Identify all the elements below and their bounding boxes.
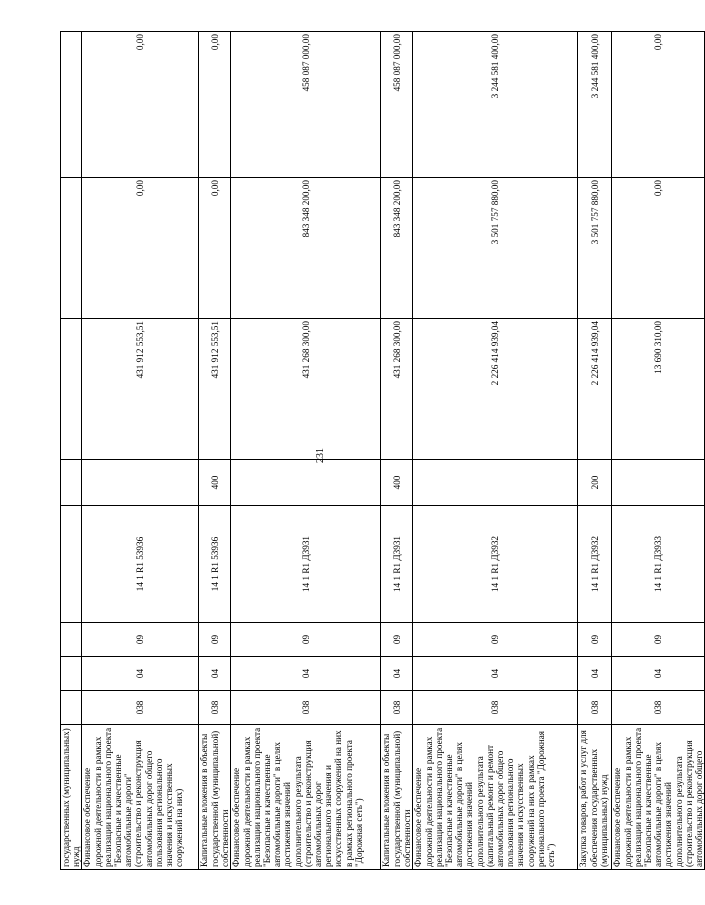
sum-year-2: 0,00 <box>199 178 231 319</box>
sum-year-2 <box>61 178 82 319</box>
grbs-code: 038 <box>413 691 578 725</box>
sum-year-3: 3 244 581 400,00 <box>413 32 578 178</box>
row-name: Закупка товаров, работ и услуг для обеспечения государственных (муниципальных) нужд <box>578 725 612 870</box>
table-row <box>61 32 82 870</box>
sum-year-2: 0,00 <box>82 178 199 319</box>
row-name: Финансовое обеспечение дорожной деятельности в рамках реализации национального проекта "Безопасные и качественные автомобильные дороги" (строительство и реконструкция автомобильных дорог общего пользования регионального значения и искусственных сооружений на них) <box>82 725 199 870</box>
subsection-code: 09 <box>578 623 612 657</box>
sum-year-2: 843 348 200,00 <box>231 178 381 319</box>
table-row <box>612 32 705 870</box>
grbs-code <box>61 691 82 725</box>
sum-year-2: 3 501 757 880,00 <box>578 178 612 319</box>
table-row <box>413 32 578 870</box>
sum-year-3 <box>61 32 82 178</box>
sum-year-1 <box>61 319 82 460</box>
expense-type-code: 400 <box>199 460 231 506</box>
sum-year-3: 458 087 000,00 <box>231 32 381 178</box>
table-row <box>231 32 381 870</box>
target-article-code: 14 1 R1 Д3933 <box>612 506 705 623</box>
grbs-code: 038 <box>231 691 381 725</box>
sum-year-1: 431 268 300,00 <box>381 319 413 460</box>
sum-year-1: 2 226 414 939,04 <box>578 319 612 460</box>
row-name: Финансовое обеспечение дорожной деятельности в рамках реализации национального проекта "Безопасные и качественные автомобильные дороги" в целях достижения значений дополнительного результата (строительство и реконструкция автомобильных дорог регионального значения и искусственных сооружений на них в рамках регионального проекта "Дорожная сеть") <box>231 725 381 870</box>
table-row <box>82 32 199 870</box>
row-name: Капитальные вложения в объекты государственной (муниципальной) собственности <box>381 725 413 870</box>
target-article-code: 14 1 R1 Д3932 <box>413 506 578 623</box>
subsection-code: 09 <box>381 623 413 657</box>
expense-type-code <box>612 460 705 506</box>
expense-type-code: 400 <box>381 460 413 506</box>
expense-type-code <box>413 460 578 506</box>
table-row <box>199 32 231 870</box>
rotated-page-area <box>60 32 705 870</box>
subsection-code <box>61 623 82 657</box>
target-article-code: 14 1 R1 53936 <box>199 506 231 623</box>
subsection-code: 09 <box>231 623 381 657</box>
section-code: 04 <box>413 657 578 691</box>
expense-type-code: 200 <box>578 460 612 506</box>
target-article-code <box>61 506 82 623</box>
row-name: Финансовое обеспечение дорожной деятельности в рамках реализации национального проекта "Безопасные и качественные автомобильные дороги" в целях достижения значений дополнительного результата (строительство и реконструкция автомобильных дорог общего <box>612 725 705 870</box>
expense-type-code <box>231 460 381 506</box>
sum-year-1: 13 690 310,00 <box>612 319 705 460</box>
row-name: Финансовое обеспечение дорожной деятельности в рамках реализации национального проекта "Безопасные и качественные автомобильные дороги" в целях достижения значений дополнительного результата (капитальный ремонт и ремонт автомобильных дорог общего пользования регионального значения и искусственных сооружений на них в рамках регионального проекта "Дорожная сеть") <box>413 725 578 870</box>
section-code: 04 <box>578 657 612 691</box>
section-code: 04 <box>82 657 199 691</box>
expense-type-code <box>82 460 199 506</box>
target-article-code: 14 1 R1 53936 <box>82 506 199 623</box>
subsection-code: 09 <box>199 623 231 657</box>
sum-year-1: 431 912 553,51 <box>199 319 231 460</box>
budget-table <box>60 31 705 870</box>
section-code <box>61 657 82 691</box>
target-article-code: 14 1 R1 Д3931 <box>231 506 381 623</box>
grbs-code: 038 <box>612 691 705 725</box>
sum-year-3: 0,00 <box>82 32 199 178</box>
subsection-code: 09 <box>413 623 578 657</box>
sum-year-3: 3 244 581 400,00 <box>578 32 612 178</box>
sum-year-3: 0,00 <box>612 32 705 178</box>
subsection-code: 09 <box>82 623 199 657</box>
sum-year-3: 0,00 <box>199 32 231 178</box>
sum-year-1: 431 912 553,51 <box>82 319 199 460</box>
sum-year-1: 431 268 300,00 <box>231 319 381 460</box>
grbs-code: 038 <box>82 691 199 725</box>
row-name: государственных (муниципальных) нужд <box>61 725 82 870</box>
sum-year-2: 3 501 757 880,00 <box>413 178 578 319</box>
section-code: 04 <box>231 657 381 691</box>
section-code: 04 <box>381 657 413 691</box>
target-article-code: 14 1 R1 Д3931 <box>381 506 413 623</box>
expense-type-code <box>61 460 82 506</box>
sum-year-2: 843 348 200,00 <box>381 178 413 319</box>
page-number-text: 231 <box>314 448 326 463</box>
grbs-code: 038 <box>578 691 612 725</box>
row-name: Капитальные вложения в объекты государственной (муниципальной) собственности <box>199 725 231 870</box>
table-row <box>381 32 413 870</box>
sum-year-2: 0,00 <box>612 178 705 319</box>
section-code: 04 <box>612 657 705 691</box>
section-code: 04 <box>199 657 231 691</box>
table-row <box>578 32 612 870</box>
table-body <box>61 32 705 870</box>
sum-year-1: 2 226 414 939,04 <box>413 319 578 460</box>
grbs-code: 038 <box>381 691 413 725</box>
sum-year-3: 458 087 000,00 <box>381 32 413 178</box>
target-article-code: 14 1 R1 Д3932 <box>578 506 612 623</box>
subsection-code: 09 <box>612 623 705 657</box>
grbs-code: 038 <box>199 691 231 725</box>
